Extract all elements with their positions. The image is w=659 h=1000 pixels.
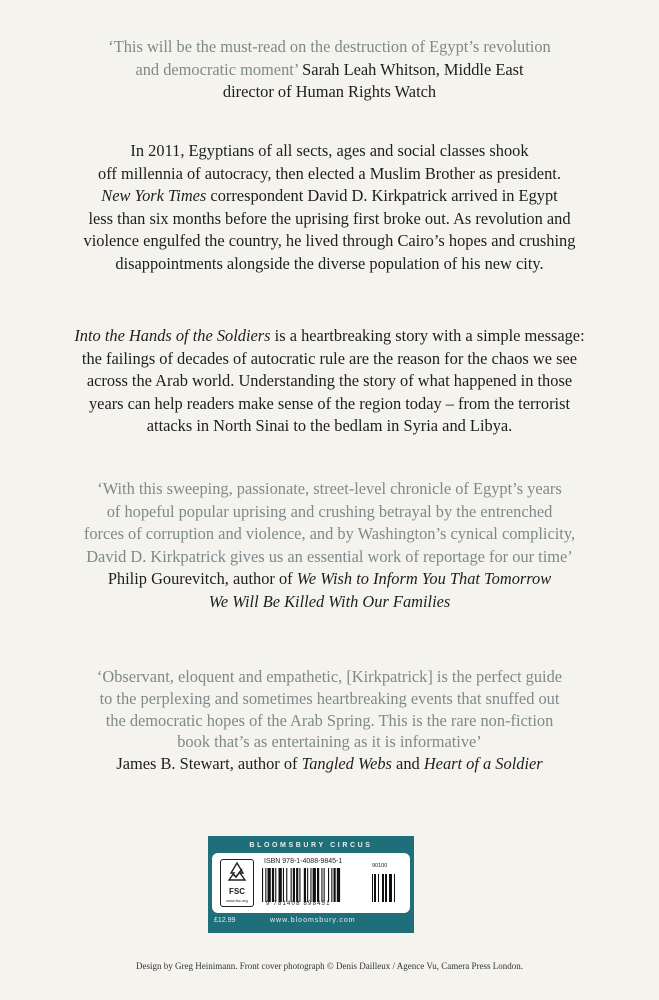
fsc-label: FSC [229, 887, 245, 896]
fsc-logo [220, 859, 254, 907]
quote-line: the democratic hopes of the Arab Spring. This is the rare non-fiction [105, 710, 554, 730]
publisher-url: www.bloomsbury.com [270, 917, 356, 924]
barcode-panel [208, 836, 414, 933]
quote-line: David D. Kirkpatrick gives us an essential work of reportage for our time’ [86, 546, 573, 566]
blurb-paragraph-2 [0, 325, 659, 438]
quote-attribution: James B. Stewart, author of [116, 754, 302, 774]
book-title: Tangled Webs [301, 754, 392, 774]
paragraph-line: off millennia of autocracy, then elected a Muslim Brother as president. [98, 163, 561, 183]
paragraph-line: years can help readers make sense of the region today – from the terrorist [88, 393, 571, 413]
quote-line: ‘This will be the must-read on the destruction of Egypt’s revolution [108, 37, 551, 56]
paragraph-line: correspondent David D. Kirkpatrick arrived in Egypt [206, 186, 558, 205]
paragraph-line: attacks in North Sinai to the bedlam in Syria and Libya. [146, 416, 513, 435]
blurb-paragraph-1 [0, 140, 659, 275]
nyt-title: New York Times [101, 186, 207, 205]
quote-stewart: ‘Observant, eloquent and empathetic, [Kirkpatrick] is the perfect guide to the perplexing and sometimes heartbreaking events that snuffed out the democratic hopes of the Arab Spring. This is the rare non-fiction book that’s as entertaining as it is informative’ James B. Stewart, author of Tangled Webs and Heart of a Soldier [0, 666, 659, 775]
quote-attribution: Philip Gourevitch, author of [107, 569, 297, 588]
quote-whitson [0, 36, 659, 104]
publisher-label: BLOOMSBURY CIRCUS [249, 842, 373, 849]
paragraph-line: the failings of decades of autocratic rule are the reason for the chaos we see [81, 348, 578, 368]
cover-credits: Design by Greg Heinimann. Front cover photograph © Denis Dailleux / Agence Vu, Camera Press London. [135, 961, 524, 971]
barcode-image [262, 868, 400, 902]
quote-line: book that’s as entertaining as it is informative’ [177, 732, 482, 752]
book-title: We Wish to Inform You That Tomorrow [296, 569, 552, 588]
price-label: £12.99 [214, 917, 236, 924]
paragraph-line: less than six months before the uprising first broke out. As revolution and [88, 208, 571, 228]
tree-check-icon [221, 860, 253, 886]
quote-line: forces of corruption and violence, and by Washington’s cynical complicity, [83, 524, 576, 543]
barcode-footer [212, 916, 410, 929]
addon-digits: 90100 [372, 863, 388, 869]
barcode-digits: 9 781408 898451 [266, 901, 331, 907]
quote-line: and democratic moment’ [135, 59, 299, 79]
quote-line: ‘Observant, eloquent and empathetic, [Kirkpatrick] is the perfect guide [96, 667, 563, 686]
paragraph-line: disappointments alongside the diverse population of his new city. [115, 253, 544, 273]
quote-attribution: Sarah Leah Whitson, Middle East [298, 59, 524, 79]
book-title: Heart of a Soldier [423, 754, 543, 774]
book-title: Into the Hands of the Soldiers [74, 326, 271, 345]
paragraph-line: In 2011, Egyptians of all sects, ages and social classes shook [130, 141, 529, 160]
paragraph-line: is a heartbreaking story with a simple message: [270, 326, 585, 345]
quote-line: ‘With this sweeping, passionate, street-level chronicle of Egypt’s years [97, 479, 562, 498]
paragraph-line: across the Arab world. Understanding the story of what happened in those [86, 371, 573, 390]
quote-line: of hopeful popular uprising and crushing betrayal by the entrenched [106, 501, 553, 521]
quote-gourevitch [0, 478, 659, 613]
book-title: We Will Be Killed With Our Families [208, 591, 451, 611]
barcode-inner [212, 853, 410, 913]
quote-line: to the perplexing and sometimes heartbreaking events that snuffed out [99, 688, 560, 708]
paragraph-line: violence engulfed the country, he lived through Cairo’s hopes and crushing [83, 231, 576, 250]
isbn-text: ISBN 978-1-4088-9845-1 [264, 858, 343, 865]
quote-attribution-line2: director of Human Rights Watch [222, 82, 437, 101]
fsc-web: www.fsc.org [226, 898, 248, 903]
